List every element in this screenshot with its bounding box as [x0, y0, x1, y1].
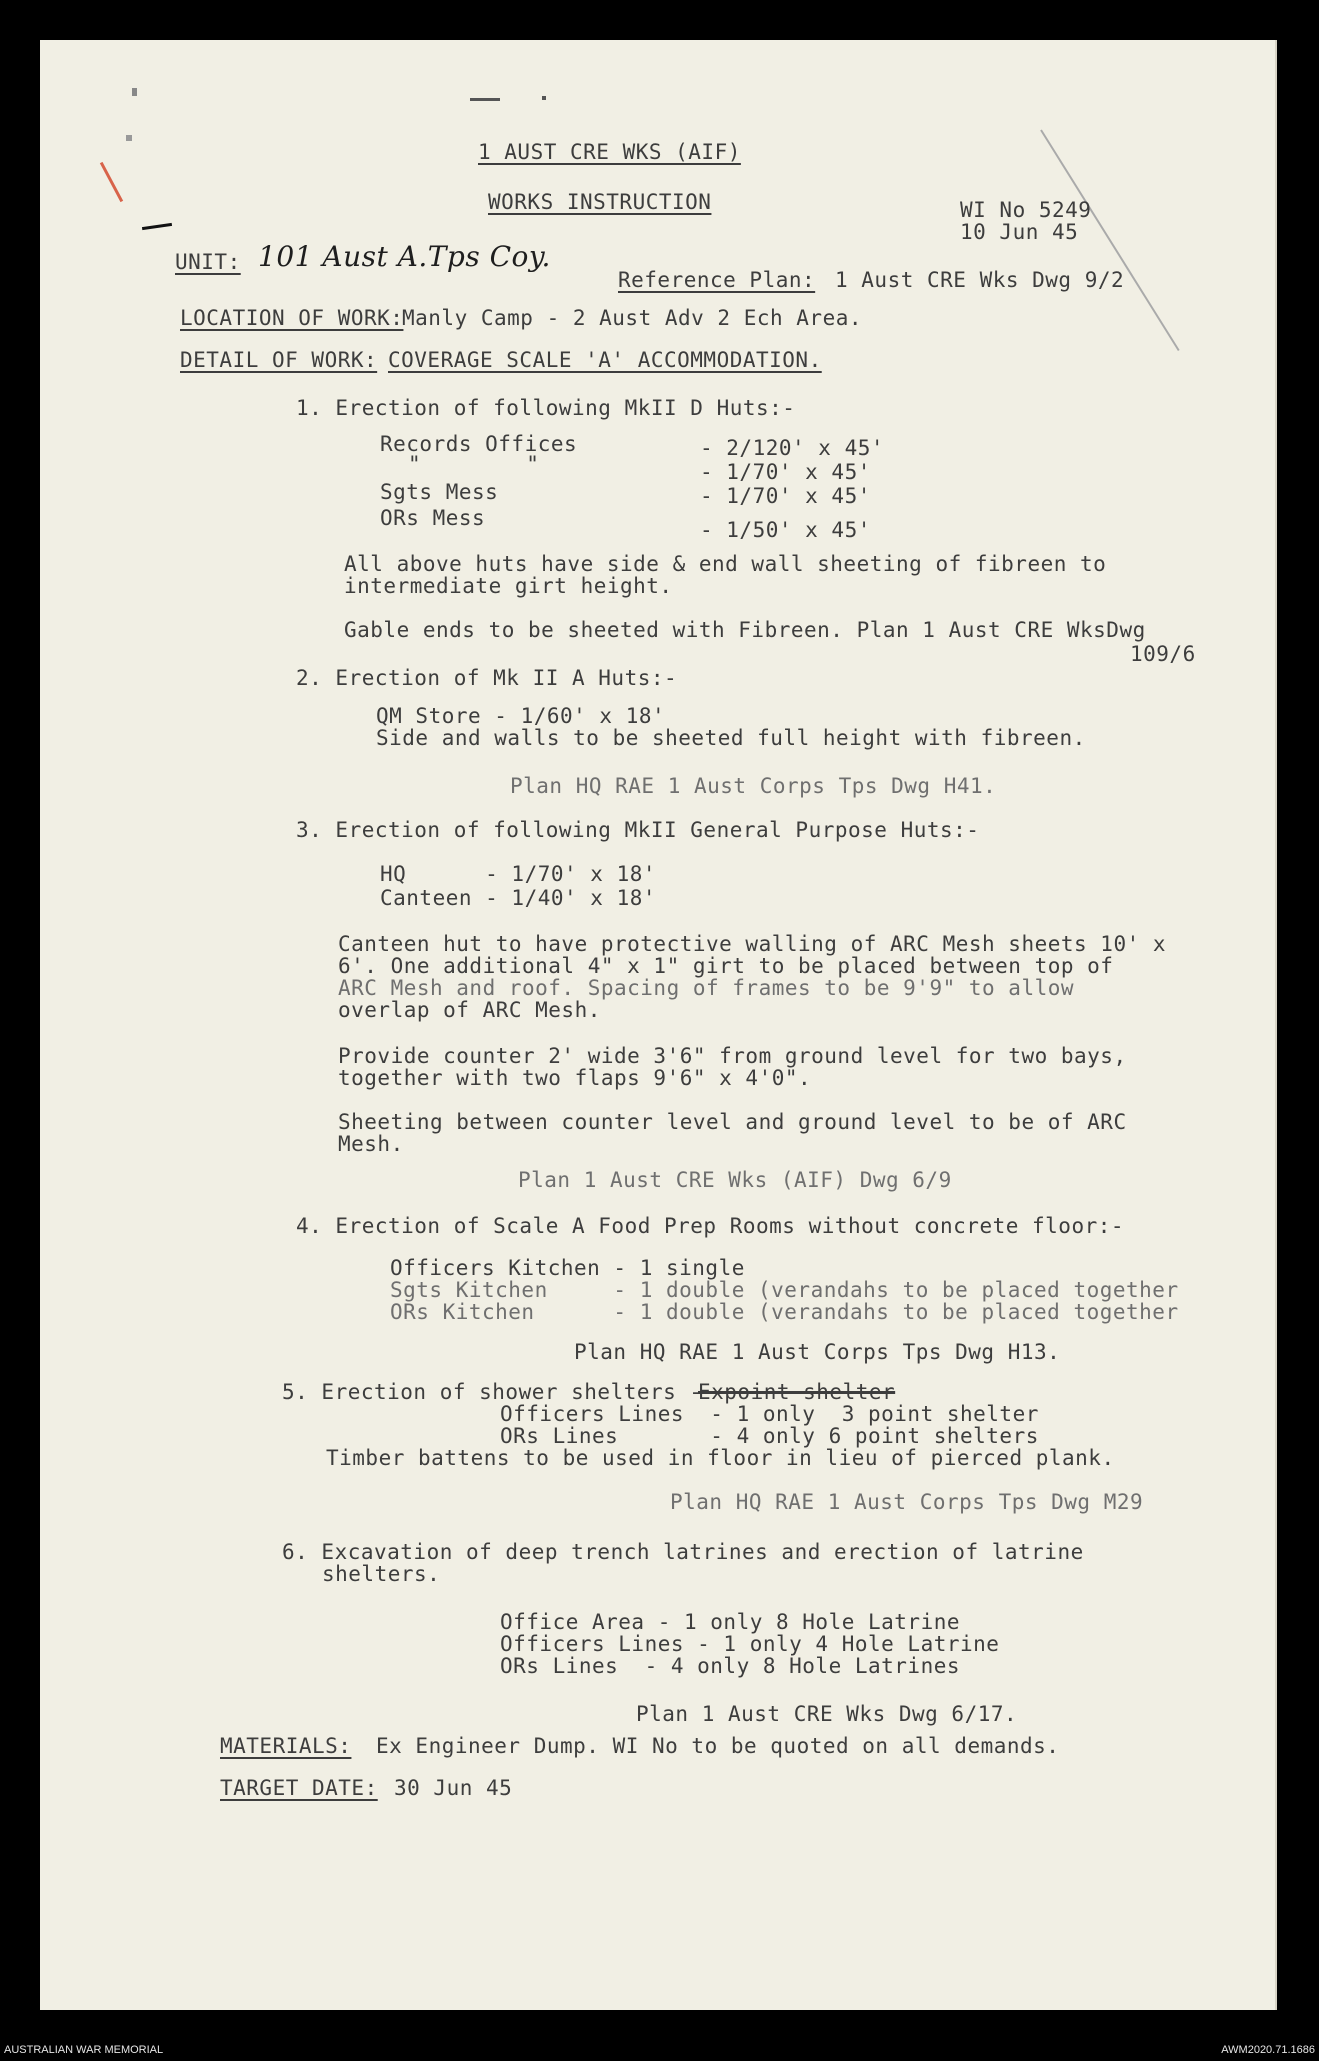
item1-row-name: Records Offices: [380, 432, 578, 456]
item3-paragraph-line: Canteen hut to have protective walling of ARC Mesh sheets 10' x: [338, 932, 1167, 956]
item1-note: intermediate girt height.: [344, 574, 673, 598]
footer-accession-number: AWM2020.71.1686: [1221, 2044, 1315, 2056]
footer-source: AUSTRALIAN WAR MEMORIAL: [4, 2044, 164, 2056]
item4-row: ORs Kitchen - 1 double (verandahs to be placed together: [390, 1300, 1179, 1324]
item4-row: Officers Kitchen - 1 single: [390, 1256, 745, 1280]
item5-row: ORs Lines - 4 only 6 point shelters: [500, 1424, 1039, 1448]
location-label: LOCATION OF WORK:: [180, 306, 404, 330]
ink-dot-mark: [542, 96, 546, 100]
wi-date: 10 Jun 45: [960, 220, 1079, 244]
detail-label: DETAIL OF WORK:: [180, 348, 378, 372]
item5-note: Timber battens to be used in floor in lieu of pierced plank.: [326, 1446, 1115, 1470]
document-title: 1 AUST CRE WKS (AIF): [478, 140, 741, 164]
punch-mark: [126, 135, 132, 141]
item3-paragraph-line: together with two flaps 9'6" x 4'0".: [338, 1066, 812, 1090]
item3-line: Canteen - 1/40' x 18': [380, 886, 657, 910]
item1-gable-drawing: 109/6: [1130, 642, 1196, 666]
item1-row-name: " ": [408, 452, 540, 476]
location-value: Manly Camp - 2 Aust Adv 2 Ech Area.: [402, 306, 863, 330]
reference-plan-value: 1 Aust CRE Wks Dwg 9/2: [835, 268, 1125, 292]
item6-heading: shelters.: [322, 1562, 441, 1586]
item5-plan: Plan HQ RAE 1 Aust Corps Tps Dwg M29: [670, 1490, 1144, 1514]
item3-line: HQ - 1/70' x 18': [380, 862, 657, 886]
item2-line: Side and walls to be sheeted full height with fibreen.: [376, 726, 1086, 750]
item1-note: All above huts have side & end wall sheeting of fibreen to: [344, 552, 1107, 576]
red-pencil-mark: [100, 162, 123, 202]
item2-plan: Plan HQ RAE 1 Aust Corps Tps Dwg H41.: [510, 774, 997, 798]
item6-plan: Plan 1 Aust CRE Wks Dwg 6/17.: [636, 1702, 1018, 1726]
punch-mark: [132, 88, 137, 96]
item5-struck-text: Expoint shelter: [698, 1380, 896, 1404]
unit-handwritten-value: 101 Aust A.Tps Coy.: [258, 240, 551, 273]
item1-heading: 1. Erection of following MkII D Huts:-: [296, 396, 796, 420]
item1-row-spec: - 1/70' x 45': [700, 484, 871, 508]
document-page: [40, 40, 1277, 2010]
item6-row: Officers Lines - 1 only 4 Hole Latrine: [500, 1632, 1000, 1656]
item5-heading: 5. Erection of shower shelters -: [282, 1380, 716, 1404]
item3-heading: 3. Erection of following MkII General Purpose Huts:-: [296, 818, 980, 842]
item4-heading: 4. Erection of Scale A Food Prep Rooms without concrete floor:-: [296, 1214, 1125, 1238]
document-subtitle: WORKS INSTRUCTION: [488, 190, 712, 214]
target-date-value: 30 Jun 45: [394, 1776, 513, 1800]
unit-label: UNIT:: [175, 250, 241, 274]
item2-line: QM Store - 1/60' x 18': [376, 704, 666, 728]
item3-paragraph-line: 6'. One additional 4" x 1" girt to be placed between top of: [338, 954, 1114, 978]
item6-row: ORs Lines - 4 only 8 Hole Latrines: [500, 1654, 961, 1678]
reference-plan-label: Reference Plan:: [618, 268, 816, 292]
item3-paragraph-line: Mesh.: [338, 1132, 404, 1156]
ink-dot-mark: [470, 98, 500, 101]
item1-gable-note: Gable ends to be sheeted with Fibreen. Plan 1 Aust CRE WksDwg: [344, 618, 1146, 642]
pin-mark: [142, 223, 172, 230]
target-date-label: TARGET DATE:: [220, 1776, 378, 1800]
detail-value: COVERAGE SCALE 'A' ACCOMMODATION.: [388, 348, 822, 372]
item6-row: Office Area - 1 only 8 Hole Latrine: [500, 1610, 961, 1634]
item3-plan: Plan 1 Aust CRE Wks (AIF) Dwg 6/9: [518, 1168, 952, 1192]
item3-paragraph-line: ARC Mesh and roof. Spacing of frames to be 9'9" to allow: [338, 976, 1075, 1000]
item5-row: Officers Lines - 1 only 3 point shelter: [500, 1402, 1039, 1426]
item1-row-spec: - 1/50' x 45': [700, 518, 871, 542]
materials-label: MATERIALS:: [220, 1734, 352, 1758]
item1-row-name: ORs Mess: [380, 506, 486, 530]
materials-value: Ex Engineer Dump. WI No to be quoted on all demands.: [376, 1734, 1060, 1758]
item3-paragraph-line: Provide counter 2' wide 3'6" from ground level for two bays,: [338, 1044, 1127, 1068]
item3-paragraph-line: overlap of ARC Mesh.: [338, 998, 601, 1022]
item1-row-name: Sgts Mess: [380, 480, 499, 504]
item1-row-spec: - 2/120' x 45': [700, 436, 885, 460]
item1-row-spec: - 1/70' x 45': [700, 460, 871, 484]
item6-heading: 6. Excavation of deep trench latrines and erection of latrine: [282, 1540, 1084, 1564]
item4-plan: Plan HQ RAE 1 Aust Corps Tps Dwg H13.: [574, 1340, 1061, 1364]
item4-row: Sgts Kitchen - 1 double (verandahs to be placed together: [390, 1278, 1179, 1302]
item2-heading: 2. Erection of Mk II A Huts:-: [296, 666, 678, 690]
item3-paragraph-line: Sheeting between counter level and ground level to be of ARC: [338, 1110, 1127, 1134]
wi-number: WI No 5249: [960, 198, 1092, 222]
